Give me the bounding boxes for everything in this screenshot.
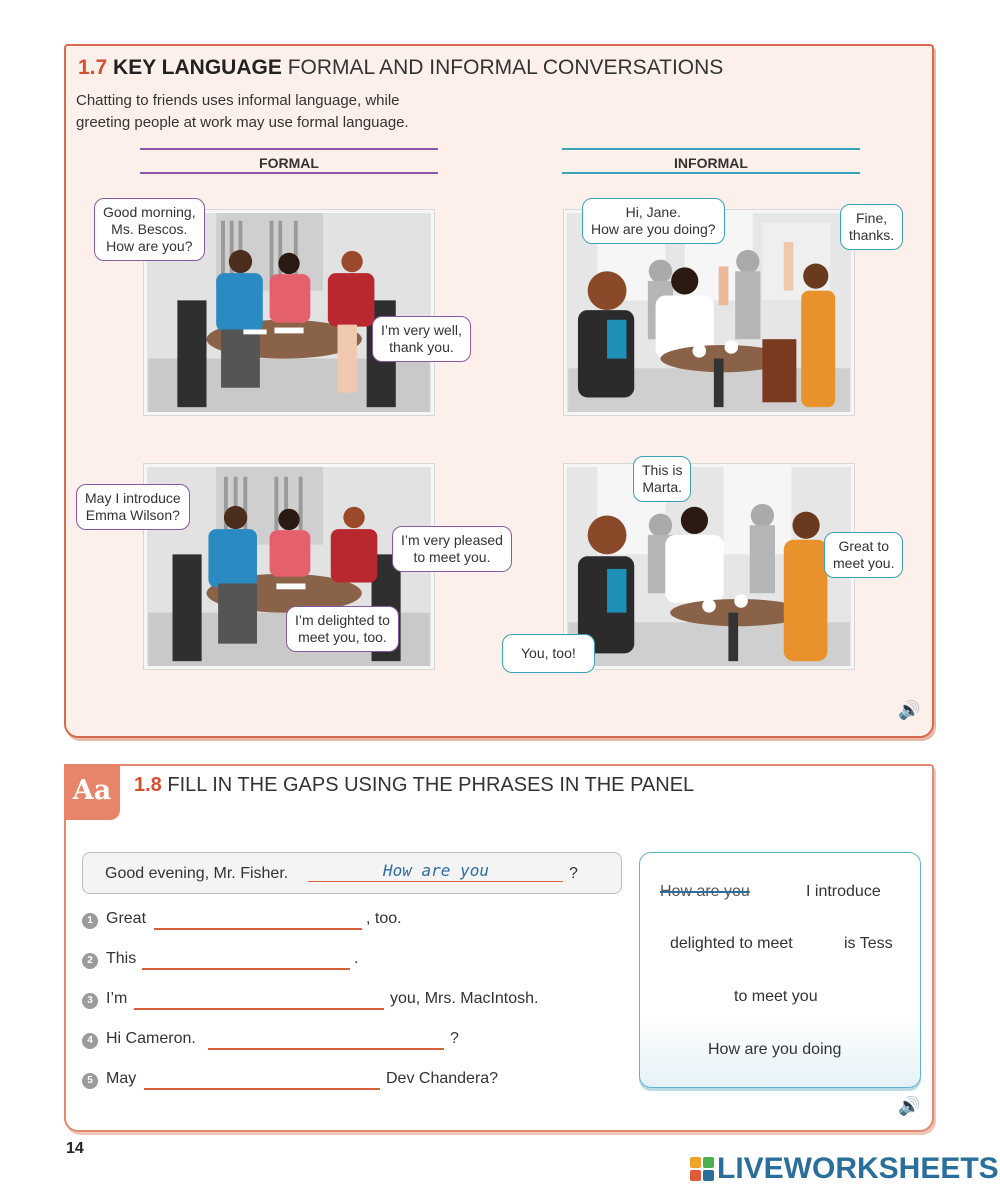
answer-gap-2[interactable] (142, 968, 350, 970)
intro-line: greeting people at work may use formal language. (76, 114, 409, 131)
speech-bubble-this-is-marta (633, 456, 691, 502)
section-number: 1.7 (78, 56, 108, 79)
bubble-line: thanks. (849, 227, 895, 243)
answer-gap-1[interactable] (154, 928, 362, 930)
question-after: you, Mrs. MacIntosh. (390, 990, 539, 1007)
phrase-option: I introduce (806, 883, 881, 900)
exercise-title (134, 774, 694, 797)
bubble-line: thank you. (389, 339, 454, 355)
informal-heading: INFORMAL (562, 148, 860, 174)
bubble-line: You, too! (521, 645, 576, 661)
intro-text (76, 90, 456, 134)
question-number: 3 (82, 993, 98, 1009)
speech-bubble-may-i-introduce (76, 484, 190, 530)
exercise-title-text: FILL IN THE GAPS USING THE PHRASES IN THE PANEL (167, 774, 695, 796)
phrase-option: to meet you (734, 988, 818, 1005)
phrase-option: delighted to meet (670, 935, 793, 952)
speech-bubble-very-pleased (392, 526, 512, 572)
speech-bubble-you-too (502, 634, 595, 673)
speech-bubble-delighted (286, 606, 399, 652)
bubble-line: Marta. (642, 479, 683, 495)
exercise-number: 1.8 (134, 774, 162, 796)
speech-bubble-very-well (372, 316, 471, 362)
brand-name: LIVEWORKSHEETS (717, 1152, 999, 1185)
question-number: 5 (82, 1073, 98, 1089)
answer-gap-4[interactable] (208, 1048, 444, 1050)
section-title-rest: FORMAL AND INFORMAL CONVERSATIONS (287, 56, 724, 79)
speech-bubble-fine-thanks (840, 204, 903, 250)
logo-grid-icon (690, 1157, 714, 1181)
bubble-line: Ms. Bescos. (111, 221, 188, 237)
question-before: This (106, 950, 137, 967)
phrase-option: is Tess (844, 935, 893, 952)
bubble-line: Hi, Jane. (625, 204, 681, 220)
example-before: Good evening, Mr. Fisher. (105, 865, 289, 882)
question-number: 4 (82, 1033, 98, 1049)
question-after: ? (450, 1030, 459, 1047)
phrase-used: How are you (660, 883, 750, 900)
page-number: 14 (66, 1140, 84, 1157)
intro-line: Chatting to friends uses informal language, while (76, 92, 400, 109)
section-title-bold: KEY LANGUAGE (113, 56, 282, 79)
audio-speaker-icon[interactable]: 🔊 (898, 700, 921, 720)
fill-gaps-panel (64, 764, 934, 1132)
example-gap-line (308, 881, 563, 882)
question-after: . (354, 950, 359, 967)
bubble-line: How are you? (106, 238, 193, 254)
bubble-line: I’m very well, (381, 322, 462, 338)
bubble-line: Fine, (856, 210, 888, 226)
question-before: May (106, 1070, 137, 1087)
bubble-line: Good morning, (103, 204, 196, 220)
bubble-line: meet you. (833, 555, 895, 571)
question-after: , too. (366, 910, 402, 927)
key-language-panel (64, 44, 934, 738)
audio-speaker-icon[interactable]: 🔊 (898, 1096, 921, 1116)
speech-bubble-good-morning (94, 198, 205, 261)
bubble-line: This is (642, 462, 683, 478)
vocabulary-badge: Aa (64, 764, 120, 820)
bubble-line: meet you, too. (298, 629, 387, 645)
bubble-line: How are you doing? (591, 221, 716, 237)
phrase-panel (639, 852, 921, 1088)
question-before: I’m (106, 990, 128, 1007)
question-before: Hi Cameron. (106, 1030, 196, 1047)
bubble-line: Emma Wilson? (85, 507, 180, 523)
answer-gap-3[interactable] (134, 1008, 384, 1010)
speech-bubble-great-to-meet (824, 532, 903, 578)
question-number: 1 (82, 913, 98, 929)
answer-gap-5[interactable] (144, 1088, 380, 1090)
speech-bubble-hi-jane (582, 198, 725, 244)
formal-heading: FORMAL (140, 148, 438, 174)
section-title (78, 56, 723, 80)
example-after: ? (569, 865, 578, 882)
informal-scene-2-illustration (564, 464, 854, 669)
bubble-line: May I introduce (85, 490, 181, 506)
question-before: Great (106, 910, 147, 927)
bubble-line: Great to (838, 538, 890, 554)
example-sentence (82, 852, 622, 894)
question-after: Dev Chandera? (386, 1070, 499, 1087)
example-answer: How are you (383, 861, 489, 880)
bubble-line: I’m delighted to (295, 612, 390, 628)
bubble-line: I’m very pleased (401, 532, 503, 548)
bubble-line: to meet you. (413, 549, 491, 565)
liveworksheets-logo (690, 1152, 999, 1186)
question-number: 2 (82, 953, 98, 969)
phrase-option: How are you doing (708, 1041, 842, 1058)
